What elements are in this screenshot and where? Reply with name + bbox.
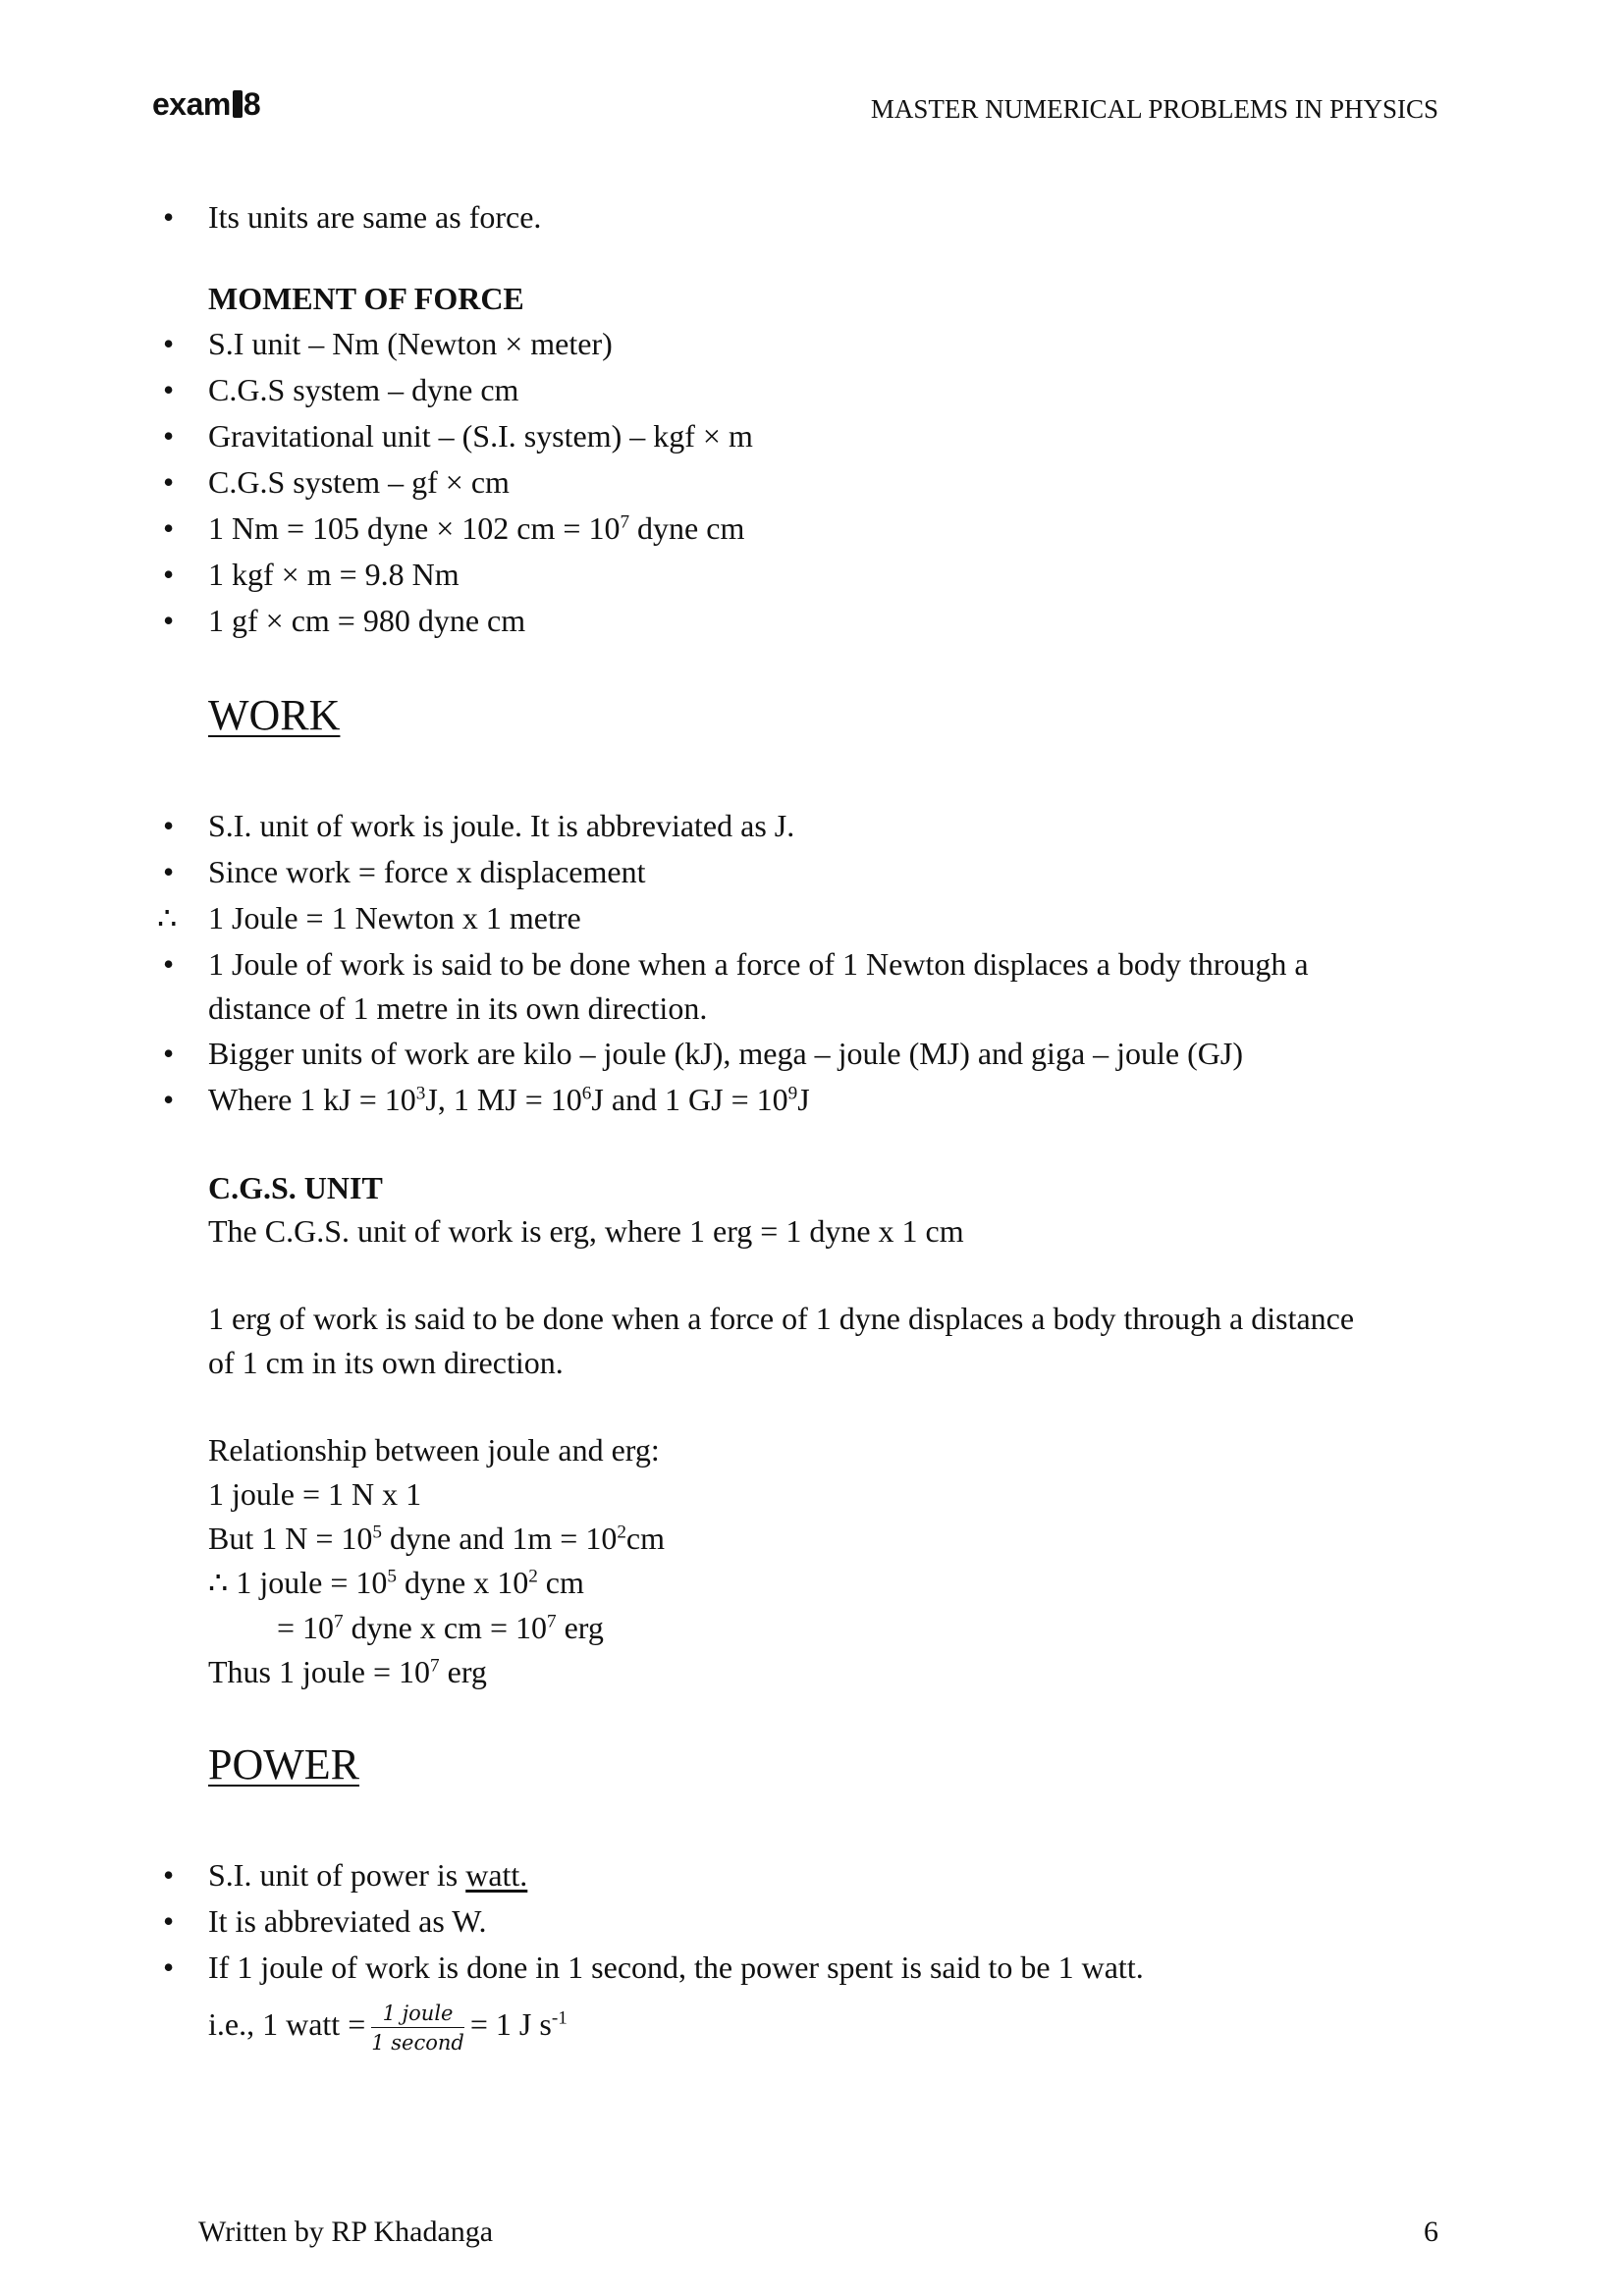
fraction: $\frac{\text{1 joule}}{\text{1 second}}$ [371,2001,464,2055]
bullet-icon [163,418,174,454]
relationship-line: = $10^7$ dyne x cm = $10^7$ erg [277,1610,604,1645]
moment-heading: MOMENT OF FORCE [208,281,524,316]
bullet-icon [163,464,174,500]
exam18-logo: exam 8 [152,86,261,122]
list-item: S.I unit – Nm (Newton × meter) [208,326,613,361]
relationship-line: ∴ 1 joule = $10^5$ dyne x $10^2$ cm [208,1565,584,1600]
relationship-conclusion: Thus 1 joule = $10^7$ erg [208,1654,487,1689]
bullet-icon [163,1082,174,1117]
page-number: 6 [1424,2216,1438,2248]
list-item: Gravitational unit – (S.I. system) – kgf × m [208,418,753,454]
power-heading: POWER [208,1740,359,1789]
therefore-symbol: ∴ [157,900,178,935]
bullet-icon [163,1949,174,1985]
list-item-continuation: distance of 1 metre in its own direction. [208,990,708,1026]
list-item: 1 kgf × m = 9.8 Nm [208,557,460,592]
cgs-definition: The C.G.S. unit of work is erg, where 1 erg = 1 dyne x 1 cm [208,1213,964,1249]
bullet-icon [163,372,174,407]
bullet-icon [163,854,174,889]
list-item: Where 1 kJ = $10^3J$, 1 MJ = $10^6J$ and 1 GJ = $10^9J$ [208,1082,810,1117]
list-item: 1 gf × cm = 980 dyne cm [208,603,526,638]
bullet-icon [163,557,174,592]
list-item: Since work = force x displacement [208,854,646,889]
bullet-icon [163,1857,174,1893]
bullet-icon [163,199,174,235]
bullet-icon [163,1903,174,1939]
list-item: 1 Nm = 105 dyne × 102 cm = $10^7$ dyne cm [208,510,745,546]
bullet-icon [163,808,174,843]
relationship-label: Relationship between joule and erg: [208,1432,660,1468]
list-item: 1 Joule = 1 Newton x 1 metre [208,900,581,935]
list-item: C.G.S system – dyne cm [208,372,519,407]
bullet-icon [163,1036,174,1071]
relationship-line: 1 joule = 1 N x 1 [208,1476,422,1512]
header-title: MASTER NUMERICAL PROBLEMS IN PHYSICS [870,94,1438,124]
watt-equation: i.e., 1 watt = $\frac{\text{1 joule}}{\text{1 second}}$ = 1 J $s^{-1}$ [208,2001,568,2055]
intro-text: Its units are same as force. [208,199,542,235]
cgs-heading: C.G.S. UNIT [208,1170,383,1205]
list-item: If 1 joule of work is done in 1 second, the power spent is said to be 1 watt. [208,1949,1144,1985]
list-item: It is abbreviated as W. [208,1903,487,1939]
footer-author: Written by RP Khadanga [198,2216,494,2248]
cgs-paragraph: 1 erg of work is said to be done when a force of 1 dyne displaces a body through a distance [208,1301,1355,1336]
list-item: Bigger units of work are kilo – joule (kJ), mega – joule (MJ) and giga – joule (GJ) [208,1036,1243,1071]
bullet-icon [163,603,174,638]
bullet-icon [163,946,174,982]
cgs-paragraph: of 1 cm in its own direction. [208,1345,564,1380]
bullet-icon [163,326,174,361]
list-item: C.G.S system – gf × cm [208,464,510,500]
list-item: 1 Joule of work is said to be done when a force of 1 Newton displaces a body through a [208,946,1309,982]
work-heading: WORK [208,691,341,739]
list-item: S.I. unit of power is watt. [208,1857,528,1893]
relationship-line: But 1 $N = 10^5$ dyne and $1m = 10^2cm$ [208,1521,666,1556]
bullet-icon [163,510,174,546]
list-item: S.I. unit of work is joule. It is abbreviated as J. [208,808,795,843]
